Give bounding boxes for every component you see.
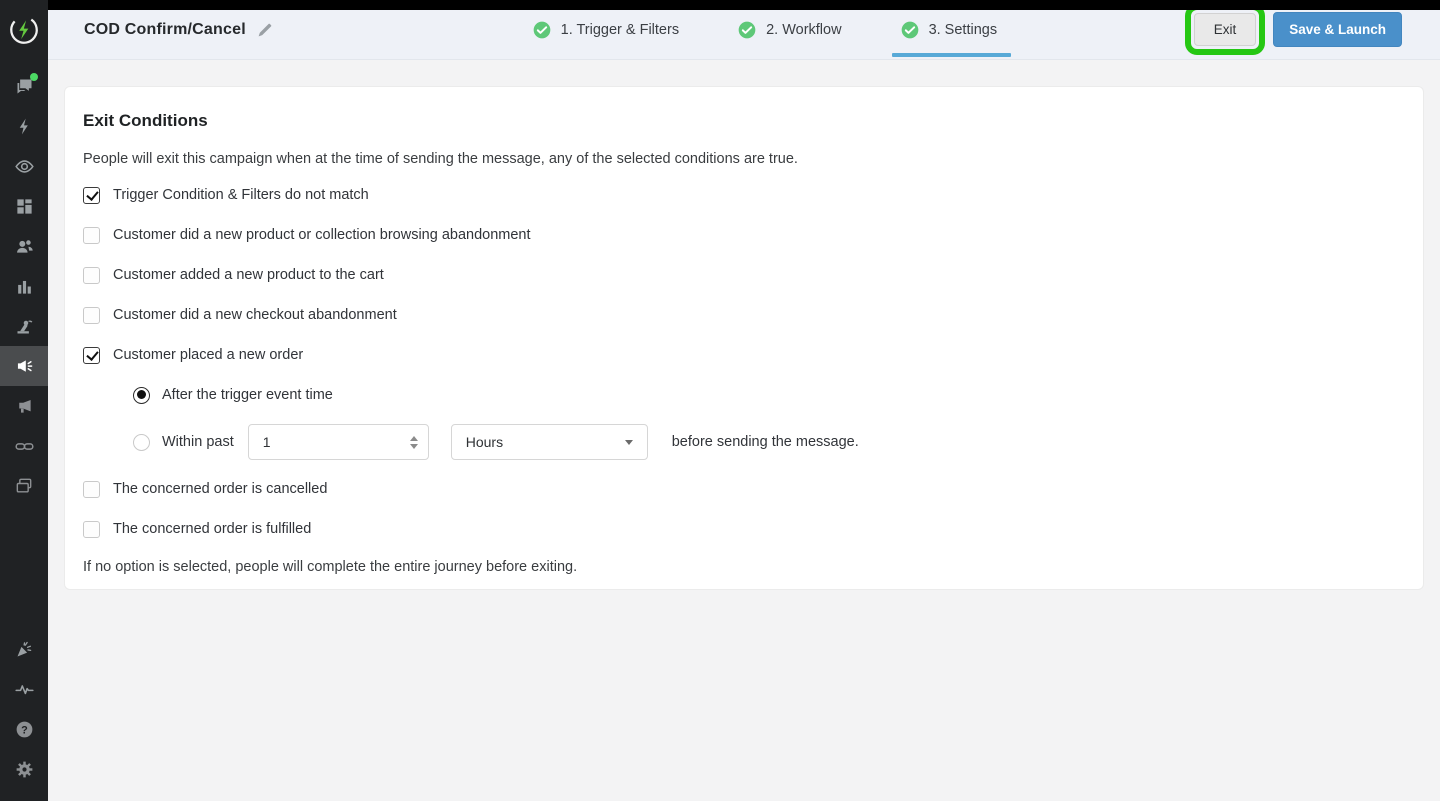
checkbox[interactable] — [83, 267, 100, 284]
condition-label: Customer did a new checkout abandonment — [113, 307, 397, 323]
save-launch-button[interactable]: Save & Launch — [1273, 12, 1402, 47]
condition-label: The concerned order is fulfilled — [113, 521, 312, 537]
grid-icon — [15, 197, 34, 216]
bar-chart-icon — [15, 277, 34, 296]
sidebar-item-ai-automation[interactable] — [0, 306, 48, 346]
sidebar-item-integrations[interactable] — [0, 426, 48, 466]
sidebar-item-analytics[interactable] — [0, 266, 48, 306]
announce-icon — [14, 396, 35, 417]
sidebar-item-campaigns[interactable] — [0, 346, 48, 386]
sidebar-item-templates[interactable] — [0, 466, 48, 506]
sidebar-item-broadcast[interactable] — [0, 386, 48, 426]
condition-row-browsing-abandonment — [83, 215, 1405, 255]
party-popper-icon — [14, 639, 35, 660]
duration-amount-input[interactable] — [263, 434, 410, 450]
radio-label: Within past — [162, 434, 234, 450]
exit-conditions-card — [64, 86, 1424, 590]
sidebar-item-dashboard[interactable] — [0, 186, 48, 226]
checkbox[interactable] — [83, 521, 100, 538]
checkbox[interactable] — [83, 227, 100, 244]
page-title: COD Confirm/Cancel — [84, 20, 246, 38]
condition-row-order-fulfilled — [83, 509, 1405, 549]
checkbox[interactable] — [83, 481, 100, 498]
condition-label: Trigger Condition & Filters do not match — [113, 187, 369, 203]
condition-label: The concerned order is cancelled — [113, 481, 328, 497]
svg-text:?: ? — [20, 723, 28, 736]
app-logo[interactable] — [0, 4, 48, 56]
check-icon — [737, 20, 757, 40]
pulse-icon — [14, 679, 35, 700]
section-description: People will exit this campaign when at the time of sending the message, any of the selected conditions are true. — [83, 151, 798, 167]
sidebar-item-flows[interactable] — [0, 106, 48, 146]
radio-button[interactable] — [133, 387, 150, 404]
section-heading: Exit Conditions — [83, 111, 208, 130]
footnote-text: If no option is selected, people will complete the entire journey before exiting. — [83, 559, 578, 575]
contlo-logo-icon — [6, 12, 42, 48]
sidebar-item-settings[interactable] — [0, 749, 48, 789]
sidebar-item-activity[interactable] — [0, 669, 48, 709]
cards-icon — [14, 476, 34, 496]
megaphone-icon — [14, 356, 35, 377]
edit-pencil-icon[interactable] — [256, 21, 274, 39]
exit-button[interactable]: Exit — [1194, 13, 1257, 46]
condition-row-added-to-cart — [83, 255, 1405, 295]
condition-label: Customer did a new product or collection browsing abandonment — [113, 227, 531, 243]
sidebar-item-whats-new[interactable] — [0, 629, 48, 669]
duration-suffix-text: before sending the message. — [671, 434, 859, 450]
people-icon — [14, 236, 35, 257]
checkbox[interactable] — [83, 187, 100, 204]
condition-label: Customer added a new product to the cart — [113, 267, 384, 283]
link-icon — [14, 436, 35, 457]
condition-row-placed-order — [83, 335, 1405, 375]
gear-icon — [14, 759, 35, 780]
top-black-strip — [0, 0, 1440, 10]
lightning-icon — [15, 117, 34, 136]
sidebar — [0, 0, 48, 801]
step-label: 2. Workflow — [766, 21, 842, 38]
eye-icon — [14, 156, 35, 177]
question-icon — [14, 719, 35, 740]
condition-label: Customer placed a new order — [113, 347, 304, 363]
radio-button[interactable] — [133, 434, 150, 451]
sidebar-item-help[interactable] — [0, 709, 48, 749]
checkbox[interactable] — [83, 307, 100, 324]
notification-dot — [30, 73, 38, 81]
number-stepper-icon[interactable] — [410, 436, 418, 449]
condition-row-order-cancelled — [83, 469, 1405, 509]
sidebar-item-views[interactable] — [0, 146, 48, 186]
check-icon — [532, 20, 552, 40]
check-icon — [900, 20, 920, 40]
duration-unit-select[interactable] — [451, 424, 648, 460]
checkbox[interactable] — [83, 347, 100, 364]
sidebar-item-audience[interactable] — [0, 226, 48, 266]
chevron-down-icon — [625, 440, 633, 445]
radio-label: After the trigger event time — [162, 387, 333, 403]
condition-row-trigger-mismatch — [83, 175, 1405, 215]
condition-row-checkout-abandonment — [83, 295, 1405, 335]
sidebar-item-messages[interactable] — [0, 66, 48, 106]
selected-unit: Hours — [465, 434, 504, 450]
step-label: 1. Trigger & Filters — [560, 21, 680, 38]
annotation-highlight-box — [1185, 4, 1266, 55]
radio-row-after-trigger — [133, 375, 1405, 415]
step-label: 3. Settings — [928, 21, 998, 38]
duration-amount-field — [248, 424, 429, 460]
robot-arm-icon — [14, 316, 35, 337]
radio-row-within-past — [133, 415, 1405, 469]
